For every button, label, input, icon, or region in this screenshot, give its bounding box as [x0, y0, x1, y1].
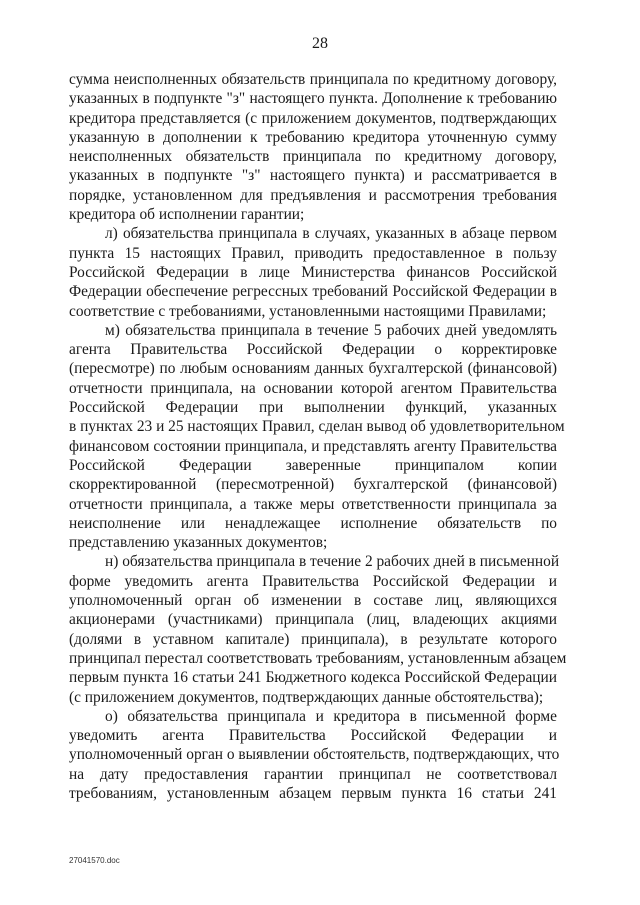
text-line: указанных в подпункте "з" настоящего пункта) и рассматривается в [69, 167, 557, 185]
text-line: уполномоченный орган об изменении в составе лиц, являющихся [69, 592, 557, 610]
text-line: агента Правительства Российской Федерации о корректировке [69, 341, 557, 359]
text-line: представлению указанных документов; [69, 534, 328, 552]
text-line: отчетности принципала, а также меры ответственности принципала за [69, 495, 557, 513]
text-line: соответствие с требованиями, установленными настоящими Правилами; [69, 302, 547, 320]
text-line: требованиям, установленным абзацем первым пункта 16 статьи 241 [69, 784, 557, 802]
text-line: (с приложением документов, подтверждающих данные обстоятельства); [69, 688, 544, 706]
text-line: на дату предоставления гарантии принципал не соответствовал [69, 765, 557, 783]
text-line: сумма неисполненных обязательств принципала по кредитному договору, [69, 71, 557, 88]
text-line: пункта 15 настоящих Правил, приводить предоставленное в пользу [69, 244, 557, 262]
text-line: финансовом состоянии принципала, и представлять агенту Правительства [69, 437, 557, 455]
text-line: Российской Федерации в лице Министерства финансов Российской [69, 263, 557, 281]
text-line: Российской Федерации при выполнении функций, указанных [69, 399, 557, 417]
text-line: принципал перестал соответствовать требованиям, установленным абзацем [69, 649, 567, 667]
text-line: порядке, установленном для предъявления и рассмотрения требования [69, 186, 557, 204]
text-line: м) обязательства принципала в течение 5 рабочих дней уведомлять [105, 321, 557, 339]
footer-filename: 27041570.doc [69, 856, 120, 865]
text-line: н) обязательства принципала в течение 2 рабочих дней в письменной [105, 553, 560, 571]
text-line: первым пункта 16 статьи 241 Бюджетного кодекса Российской Федерации [69, 669, 557, 687]
page-number: 28 [312, 35, 328, 52]
text-line: в пунктах 23 и 25 настоящих Правил, сделан вывод об удовлетворительном [69, 418, 565, 436]
text-line: (пересмотре) по любым основаниям данных бухгалтерской (финансовой) [69, 360, 557, 378]
text-line: скорректированной (пересмотренной) бухгалтерской (финансовой) [69, 476, 557, 494]
text-line: (долями в уставном капитале) принципала), в результате которого [69, 630, 557, 648]
text-line: неисполненных обязательств принципала по кредитному договору, [69, 148, 557, 166]
text-line: неисполнение или ненадлежащее исполнение обязательств по [69, 514, 557, 532]
text-line: указанных в подпункте "з" настоящего пункта. Дополнение к требованию [69, 90, 557, 108]
text-line: Федерации обеспечение регрессных требований Российской Федерации в [69, 283, 557, 301]
text-line: форме уведомить агента Правительства Российской Федерации и [69, 572, 557, 590]
text-line: отчетности принципала, на основании которой агентом Правительства [69, 379, 557, 397]
text-line: кредитора представляется (с приложением документов, подтверждающих [69, 109, 557, 127]
text-line: указанную в дополнении к требованию кредитора уточненную сумму [69, 128, 557, 146]
text-line: о) обязательства принципала и кредитора в письменной форме [105, 707, 557, 725]
text-line: л) обязательства принципала в случаях, указанных в абзаце первом [105, 225, 557, 243]
text-line: Российской Федерации заверенные принципалом копии [69, 456, 557, 474]
text-line: кредитора об исполнении гарантии; [69, 206, 305, 224]
document-body [69, 70, 567, 803]
text-line: акционерами (участниками) принципала (лиц, владеющих акциями [69, 611, 557, 629]
text-line: уполномоченный орган о выявлении обстоятельств, подтверждающих, что [69, 746, 560, 764]
text-line: уведомить агента Правительства Российской Федерации и [69, 727, 557, 745]
